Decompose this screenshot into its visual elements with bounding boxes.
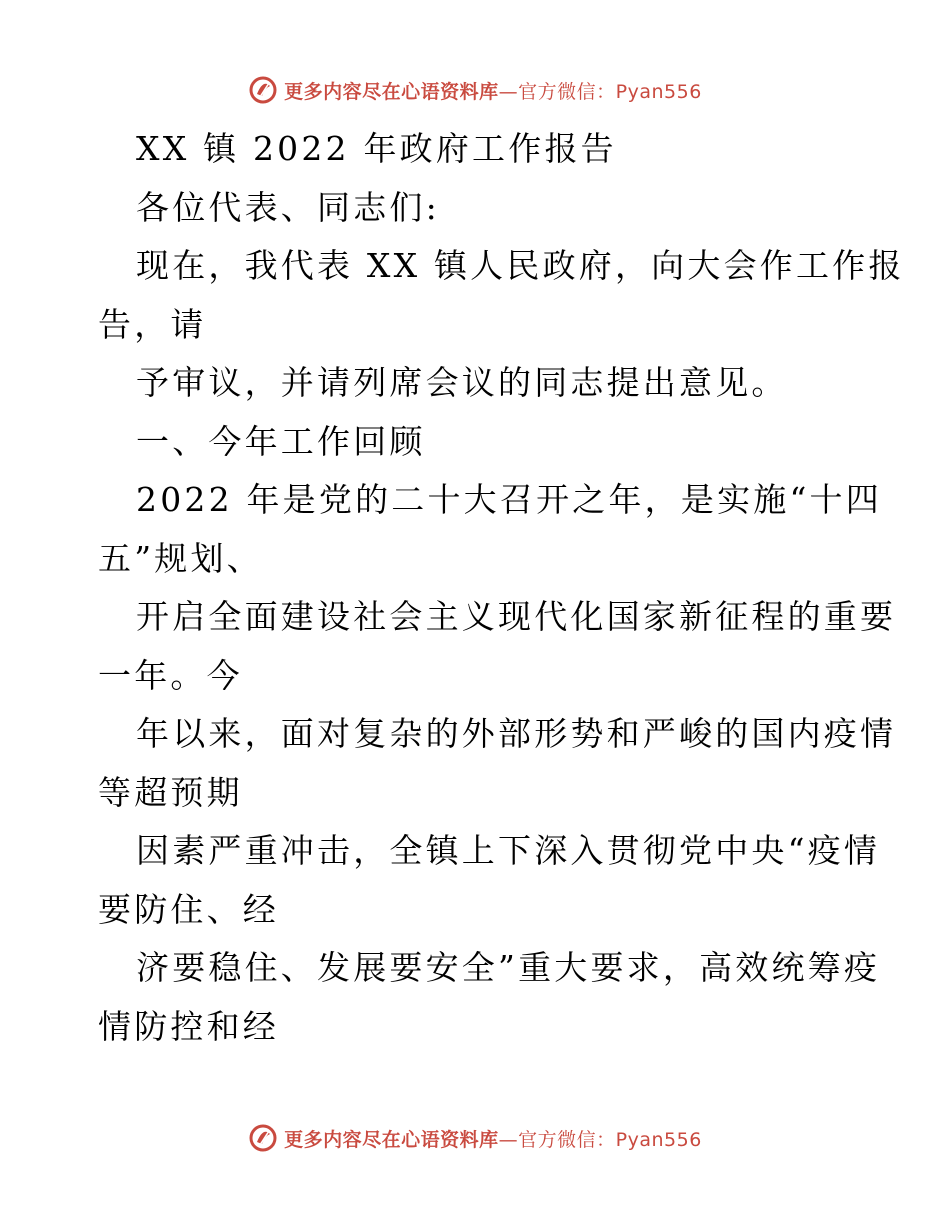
swirl-flower-logo-icon [248, 75, 278, 105]
text-line: 2022 年是党的二十大召开之年，是实施“十四 [136, 480, 882, 519]
text-line: 等超预期 [98, 772, 243, 812]
watermark-text: 更多内容尽在心语资料库—官方微信：Pyan556 [284, 1128, 702, 1151]
document-title: XX 镇 2022 年政府工作报告 [136, 129, 617, 168]
text-line: 予审议，并请列席会议的同志提出意见。 [136, 363, 788, 402]
text-line: 济要稳住、发展要安全”重大要求，高效统筹疫 [136, 948, 881, 987]
header-watermark [0, 70, 950, 110]
text-line: 各位代表、同志们: [136, 187, 440, 227]
text-line: 要防住、经 [98, 889, 279, 929]
text-line: 一年。今 [98, 655, 243, 695]
watermark-text: 更多内容尽在心语资料库—官方微信：Pyan556 [284, 80, 702, 103]
document-body [98, 120, 905, 1056]
text-line: 情防控和经 [98, 1006, 279, 1046]
text-line: 现在，我代表 XX 镇人民政府，向大会作工作报 [136, 246, 905, 285]
footer-watermark [0, 1118, 950, 1158]
text-line: 年以来，面对复杂的外部形势和严峻的国内疫情 [136, 714, 897, 753]
text-line: 因素严重冲击，全镇上下深入贯彻党中央“疫情 [136, 831, 881, 870]
swirl-flower-logo-icon [248, 1123, 278, 1153]
text-line: 开启全面建设社会主义现代化国家新征程的重要 [136, 597, 897, 636]
section-heading: 一、今年工作回顾 [136, 421, 426, 461]
text-line: 五”规划、 [98, 538, 263, 578]
text-line: 告，请 [98, 304, 207, 344]
